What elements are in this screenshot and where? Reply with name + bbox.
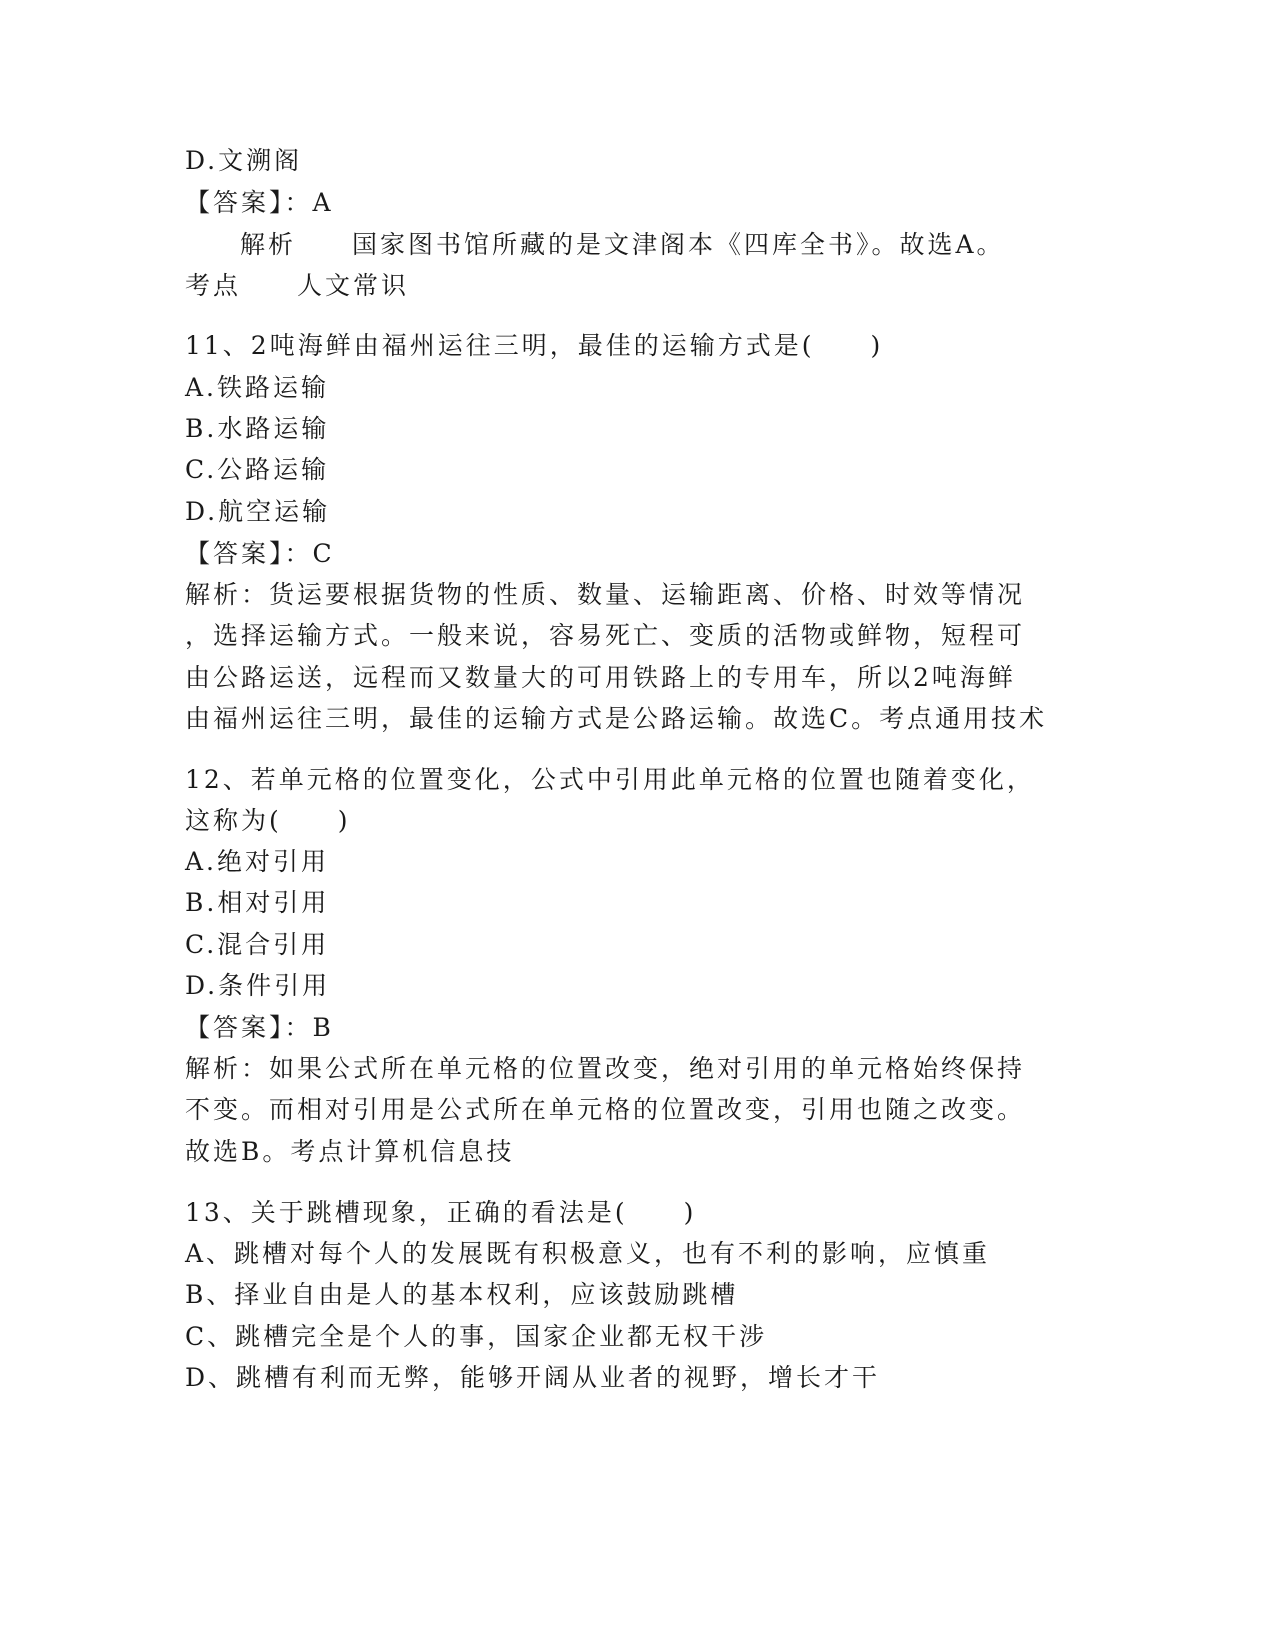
q10-answer: 【答案】：A [185,188,334,217]
q12-analysis-line-2: 不变。而相对引用是公式所在单元格的位置改变，引用也随之改变。 [185,1095,1026,1124]
q10-analysis: 解析 国家图书馆所藏的是文津阁本《四库全书》。故选A。 [240,230,1005,259]
q13-option-b: B、择业自由是人的基本权利，应该鼓励跳槽 [185,1280,739,1309]
q12-option-b: B.相对引用 [185,888,330,917]
q11-option-a: A.铁路运输 [185,373,330,402]
q13-option-d: D、跳槽有利而无弊，能够开阔从业者的视野，增长才干 [185,1363,881,1392]
q12-analysis-line-1: 解析：如果公式所在单元格的位置改变，绝对引用的单元格始终保持 [185,1054,1026,1083]
q13-option-c: C、跳槽完全是个人的事，国家企业都无权干涉 [185,1322,768,1351]
q10-option-d: D.文溯阁 [185,146,303,175]
q12-option-d: D.条件引用 [185,971,331,1000]
q12-stem-line-1: 12、若单元格的位置变化，公式中引用此单元格的位置也随着变化， [185,765,1035,794]
q11-option-b: B.水路运输 [185,414,330,443]
q11-analysis-line-4: 由福州运往三明，最佳的运输方式是公路运输。故选C。考点通用技术 [185,704,1048,733]
q11-analysis-line-2: ，选择运输方式。一般来说，容易死亡、变质的活物或鲜物，短程可 [185,621,1026,650]
q13-stem: 13、关于跳槽现象，正确的看法是( ) [185,1198,697,1227]
q11-answer: 【答案】：C [185,539,335,568]
q13-option-a: A、跳槽对每个人的发展既有积极意义，也有不利的影响，应慎重 [185,1239,991,1268]
q12-option-a: A.绝对引用 [185,847,330,876]
q11-option-c: C.公路运输 [185,455,330,484]
q12-stem-line-2: 这称为( ) [185,806,351,835]
q10-topic: 考点 人文常识 [185,271,410,300]
q11-stem: 11、2吨海鲜由福州运往三明，最佳的运输方式是( ) [185,331,884,360]
q12-answer: 【答案】：B [185,1013,334,1042]
q12-analysis-line-3: 故选B。考点计算机信息技 [185,1137,515,1166]
q11-option-d: D.航空运输 [185,497,331,526]
q11-analysis-line-1: 解析：货运要根据货物的性质、数量、运输距离、价格、时效等情况 [185,580,1026,609]
q12-option-c: C.混合引用 [185,930,330,959]
q11-analysis-line-3: 由公路运送，远程而又数量大的可用铁路上的专用车，所以2吨海鲜 [185,663,1016,692]
